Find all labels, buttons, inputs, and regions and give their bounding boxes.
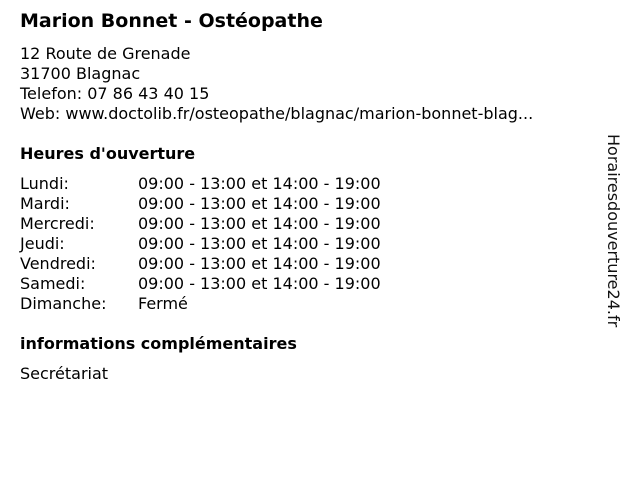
day-label: Jeudi: xyxy=(20,234,65,253)
additional-info-heading: informations complémentaires xyxy=(20,334,297,353)
hours-value: 09:00 - 13:00 et 14:00 - 19:00 xyxy=(138,174,381,193)
hours-heading: Heures d'ouverture xyxy=(20,144,196,163)
hours-value: 09:00 - 13:00 et 14:00 - 19:00 xyxy=(138,274,381,293)
hours-value: 09:00 - 13:00 et 14:00 - 19:00 xyxy=(138,194,381,213)
hours-row-wednesday xyxy=(20,214,381,234)
hours-value: 09:00 - 13:00 et 14:00 - 19:00 xyxy=(138,214,381,233)
hours-row-saturday xyxy=(20,274,381,294)
business-title: Marion Bonnet - Ostéopathe xyxy=(20,10,323,32)
day-label: Lundi: xyxy=(20,174,69,193)
phone-line: Telefon: 07 86 43 40 15 xyxy=(20,84,210,103)
day-label: Mercredi: xyxy=(20,214,95,233)
additional-info-text: Secrétariat xyxy=(20,364,109,383)
day-label: Samedi: xyxy=(20,274,86,293)
day-label: Vendredi: xyxy=(20,254,96,273)
address-line-city: 31700 Blagnac xyxy=(20,64,141,83)
hours-row-friday xyxy=(20,254,381,274)
hours-row-monday xyxy=(20,174,381,194)
hours-value: Fermé xyxy=(138,294,188,313)
site-watermark: Horairesdouverture24.fr xyxy=(604,134,623,328)
hours-value: 09:00 - 13:00 et 14:00 - 19:00 xyxy=(138,254,381,273)
contact-block xyxy=(20,44,533,124)
hours-row-thursday xyxy=(20,234,381,254)
hours-row-sunday xyxy=(20,294,381,314)
website-line: Web: www.doctolib.fr/osteopathe/blagnac/marion-bonnet-blag... xyxy=(20,104,534,123)
day-label: Mardi: xyxy=(20,194,70,213)
hours-row-tuesday xyxy=(20,194,381,214)
day-label: Dimanche: xyxy=(20,294,107,313)
opening-hours-list xyxy=(20,174,381,314)
address-line-street: 12 Route de Grenade xyxy=(20,44,191,63)
hours-value: 09:00 - 13:00 et 14:00 - 19:00 xyxy=(138,234,381,253)
